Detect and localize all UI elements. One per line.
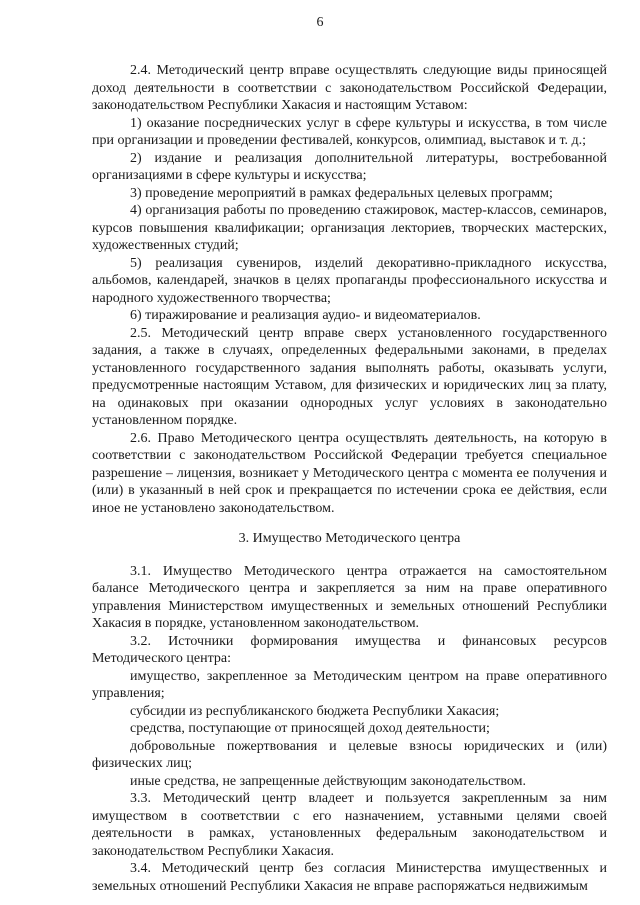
list-item-2: 2) издание и реализация дополнительной литературы, востребованной организациями в сфере культуры и искусства; xyxy=(92,150,607,183)
list-item-1: 1) оказание посреднических услуг в сфере культуры и искусства, в том числе при организации и проведении фестивалей, конкурсов, олимпиад, выставок и т. д.; xyxy=(92,115,607,148)
source-item-4: добровольные пожертвования и целевые взносы юридических и (или) физических лиц; xyxy=(92,738,607,771)
paragraph-3-4: 3.4. Методический центр без согласия Министерства имущественных и земельных отношений Республики Хакасия не вправе распоряжаться недвижимым xyxy=(92,861,607,894)
source-item-3: средства, поступающие от приносящей доход деятельности; xyxy=(130,721,490,736)
document-body xyxy=(92,62,607,895)
source-item-1: имущество, закрепленное за Методическим центром на праве оперативного управления; xyxy=(92,668,607,701)
paragraph-3-3: 3.3. Методический центр владеет и пользуется закрепленным за ним имуществом в соответствии с его назначением, уставными целями своей деятельности в рамках, установленных федеральным законодательством и законодательством Республики Хакасия. xyxy=(92,791,607,859)
list-item-6: 6) тиражирование и реализация аудио- и видеоматериалов. xyxy=(130,308,481,323)
paragraph-3-2: 3.2. Источники формирования имущества и финансовых ресурсов Методического центра: xyxy=(92,633,607,666)
list-item-4: 4) организация работы по проведению стажировок, мастер-классов, семинаров, курсов повышения квалификации; организация лекториев, творческих мастерских, художественных студий; xyxy=(92,203,607,253)
list-item-5: 5) реализация сувениров, изделий декоративно-прикладного искусства, альбомов, календарей, значков в целях пропаганды профессионального искусства и народного художественного творчества; xyxy=(92,255,607,306)
section-heading: 3. Имущество Методического центра xyxy=(238,531,461,546)
source-item-2: субсидии из республиканского бюджета Республики Хакасия; xyxy=(130,703,500,719)
paragraph-2-6: 2.6. Право Методического центра осуществлять деятельность, на которую в соответствии с законодательством Российской Федерации требуется специальное разрешение – лицензия, возникает у Методического центра с момента ее получения и (или) в указанный в ней срок и прекращается по истечении срока ее действия, если иное не установлено законодательством. xyxy=(92,430,607,516)
paragraph-2-5: 2.5. Методический центр вправе сверх установленного государственного задания, а также в случаях, определенных федеральными законами, в пределах установленного государственного задания выполнять работы, оказывать услуги, предусмотренные настоящим Уставом, для физических и юридических лиц за плату, на одинаковых при оказании однородных услуг условиях в законодательно установленном порядке. xyxy=(92,325,607,428)
source-item-5: иные средства, не запрещенные действующим законодательством. xyxy=(130,773,526,789)
list-item-3: 3) проведение мероприятий в рамках федеральных целевых программ; xyxy=(130,185,553,201)
paragraph-3-1: 3.1. Имущество Методического центра отражается на самостоятельном балансе Методического центра и закрепляется за ним на праве оперативного управления Министерством имущественных и земельных отношений Республики Хакасия в порядке, установленном законодательством. xyxy=(92,563,607,631)
paragraph-2-4: 2.4. Методический центр вправе осуществлять следующие виды приносящей доход деятельности в соответствии с законодательством Российской Федерации, законодательством Республики Хакасия и настоящим Уставом: xyxy=(92,63,607,113)
page-number: 6 xyxy=(316,15,324,30)
